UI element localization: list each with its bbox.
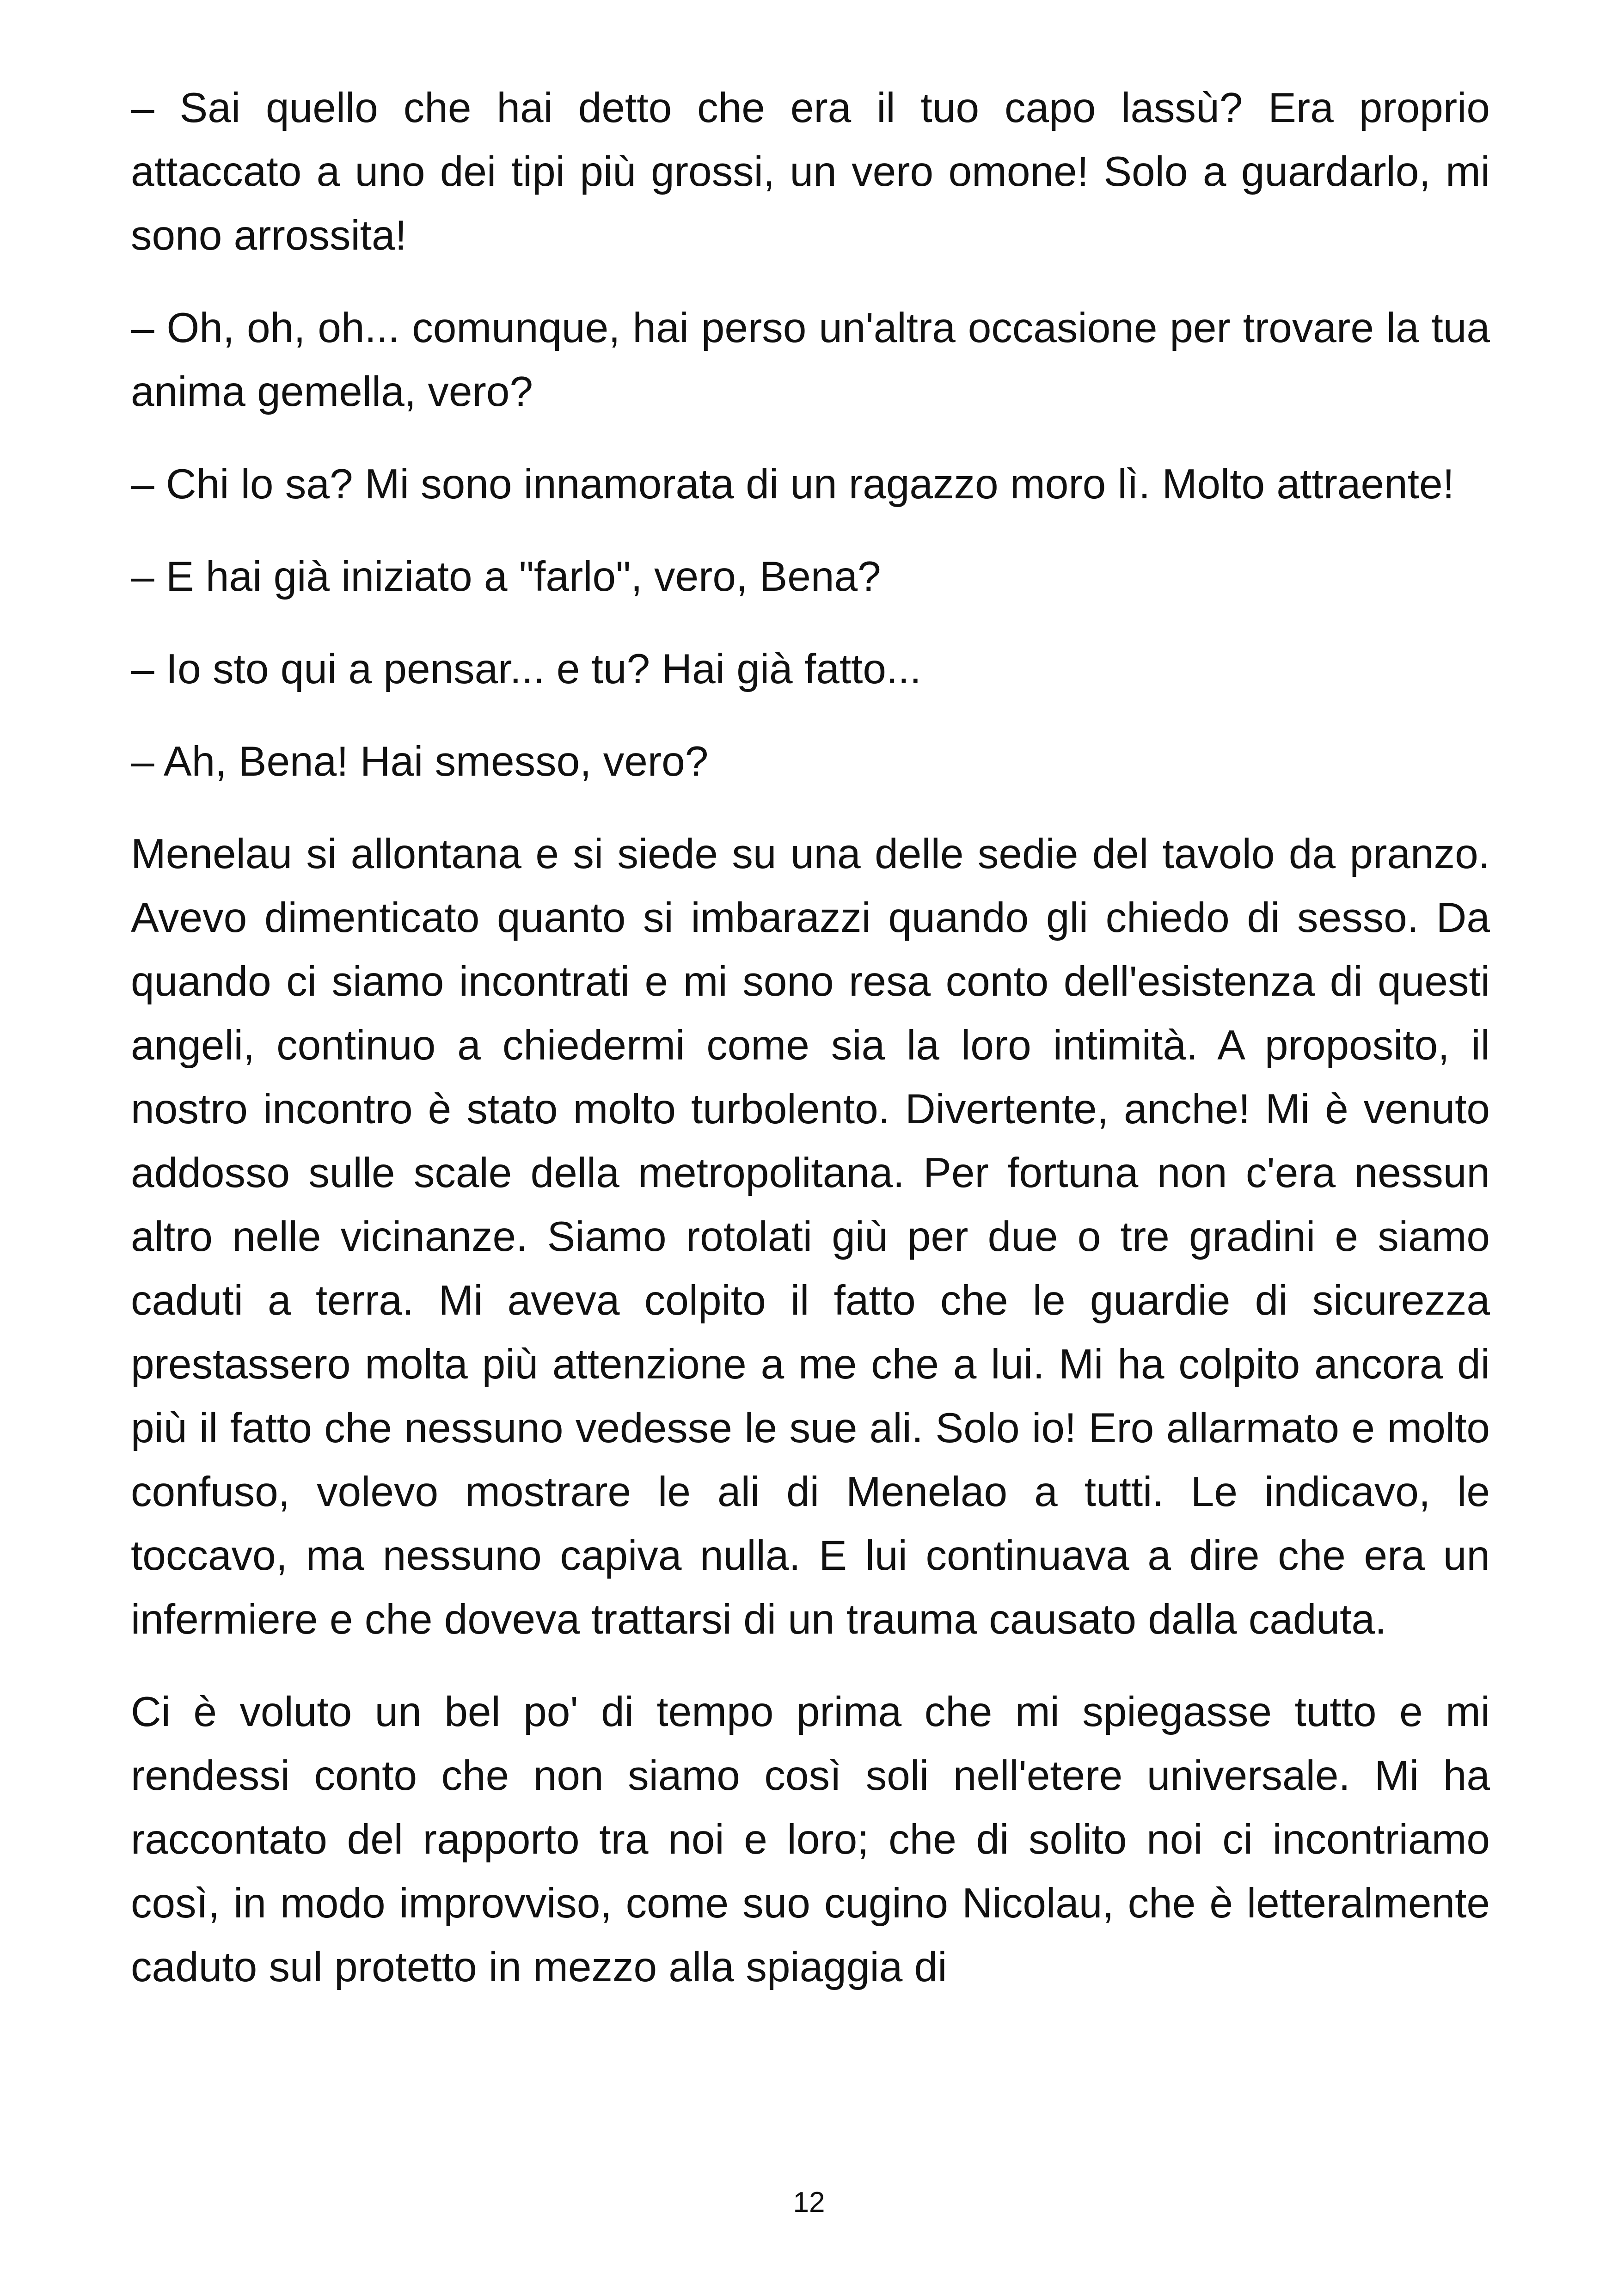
- dialogue-line-2: – Oh, oh, oh... comunque, hai perso un'altra occasione per trovare la tua anima gemella, vero?: [131, 305, 1490, 415]
- narrative-paragraph-2: Ci è voluto un bel po' di tempo prima che mi spiegasse tutto e mi rendessi conto che non siamo così soli nell'etere universale. Mi ha raccontato del rapporto tra noi e loro; che di solito noi ci incontriamo così, in modo improvviso, come suo cugino Nicolau, che è letteralmente caduto sul protetto in mezzo alla spiaggia di: [131, 1689, 1490, 1990]
- body-text: [131, 76, 1490, 2028]
- narrative-paragraph-1: Menelau si allontana e si siede su una delle sedie del tavolo da pranzo. Avevo dimenticato quanto si imbarazzi quando gli chiedo di sesso. Da quando ci siamo incontrati e mi sono resa conto dell'esistenza di questi angeli, continuo a chiedermi come sia la loro intimità. A proposito, il nostro incontro è stato molto turbolento. Divertente, anche! Mi è venuto addosso sulle scale della metropolitana. Per fortuna non c'era nessun altro nelle vicinanze. Siamo rotolati giù per due o tre gradini e siamo caduti a terra. Mi aveva colpito il fatto che le guardie di sicurezza prestassero molta più attenzione a me che a lui. Mi ha colpito ancora di più il fatto che nessuno vedesse le sue ali. Solo io! Ero allarmato e molto confuso, volevo mostrare le ali di Menelao a tutti. Le indicavo, le toccavo, ma nessuno capiva nulla. E lui continuava a dire che era un infermiere e che doveva trattarsi di un trauma causato dalla caduta.: [131, 831, 1490, 1643]
- page-number: 12: [793, 2186, 825, 2218]
- dialogue-line-4: – E hai già iniziato a "farlo", vero, Bena?: [131, 553, 881, 600]
- dialogue-line-1: – Sai quello che hai detto che era il tuo capo lassù? Era proprio attaccato a uno dei tipi più grossi, un vero omone! Solo a guardarlo, mi sono arrossita!: [131, 85, 1490, 259]
- dialogue-line-5: – Io sto qui a pensar... e tu? Hai già fatto...: [131, 646, 921, 692]
- dialogue-line-3: – Chi lo sa? Mi sono innamorata di un ragazzo moro lì. Molto attraente!: [131, 461, 1454, 508]
- dialogue-line-6: – Ah, Bena! Hai smesso, vero?: [131, 738, 709, 785]
